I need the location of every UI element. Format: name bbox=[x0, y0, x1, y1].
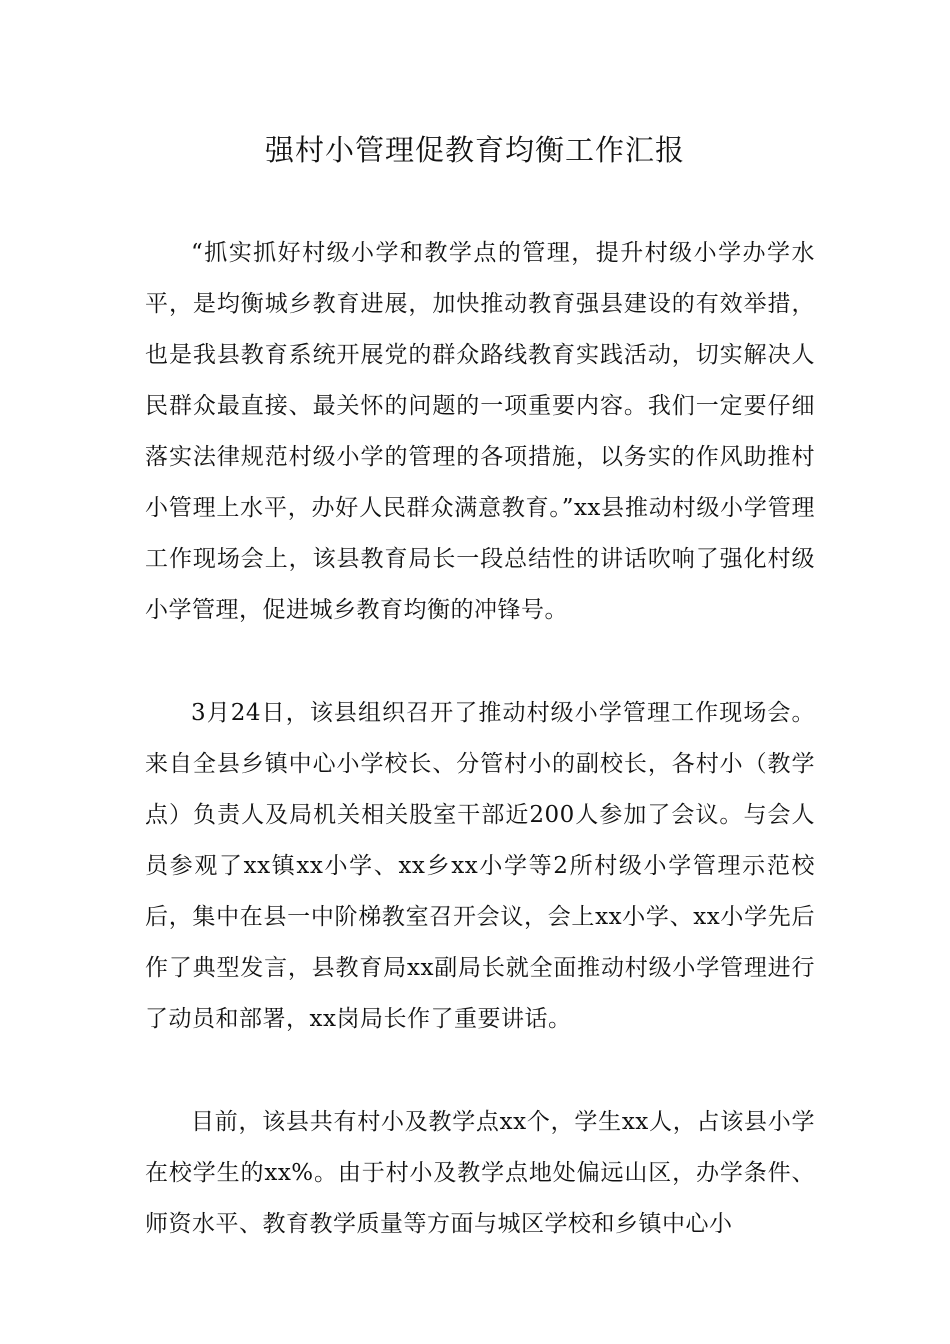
paragraph-1: “抓实抓好村级小学和教学点的管理，提升村级小学办学水平，是均衡城乡教育进展，加快推动教育强县建设的有效举措，也是我县教育系统开展党的群众路线教育实践活动，切实解决人民群众最直接、最关怀的问题的一项重要内容。我们一定要仔细落实法律规范村级小学的管理的各项措施，以务实的作风助推村小管理上水平，办好人民群众满意教育。”xx县推动村级小学管理工作现场会上，该县教育局长一段总结性的讲话吹响了强化村级小学管理，促进城乡教育均衡的冲锋号。 bbox=[145, 240, 815, 623]
paragraph-2: 3月24日，该县组织召开了推动村级小学管理工作现场会。来自全县乡镇中心小学校长、分管村小的副校长，各村小（教学点）负责人及局机关相关股室干部近200人参加了会议。与会人员参观了xx镇xx小学、xx乡xx小学等2所村级小学管理示范校后，集中在县一中阶梯教室召开会议，会上xx小学、xx小学先后作了典型发言，县教育局xx副局长就全面推动村级小学管理进行了动员和部署，xx岗局长作了重要讲话。 bbox=[145, 700, 815, 1032]
document-title: 强村小管理促教育均衡工作汇报 bbox=[264, 133, 685, 167]
paragraph-3: 目前，该县共有村小及教学点xx个，学生xx人，占该县小学在校学生的xx%。由于村小及教学点地处偏远山区，办学条件、师资水平、教育教学质量等方面与城区学校和乡镇中心小 bbox=[145, 1109, 815, 1237]
document-body bbox=[145, 228, 815, 1302]
